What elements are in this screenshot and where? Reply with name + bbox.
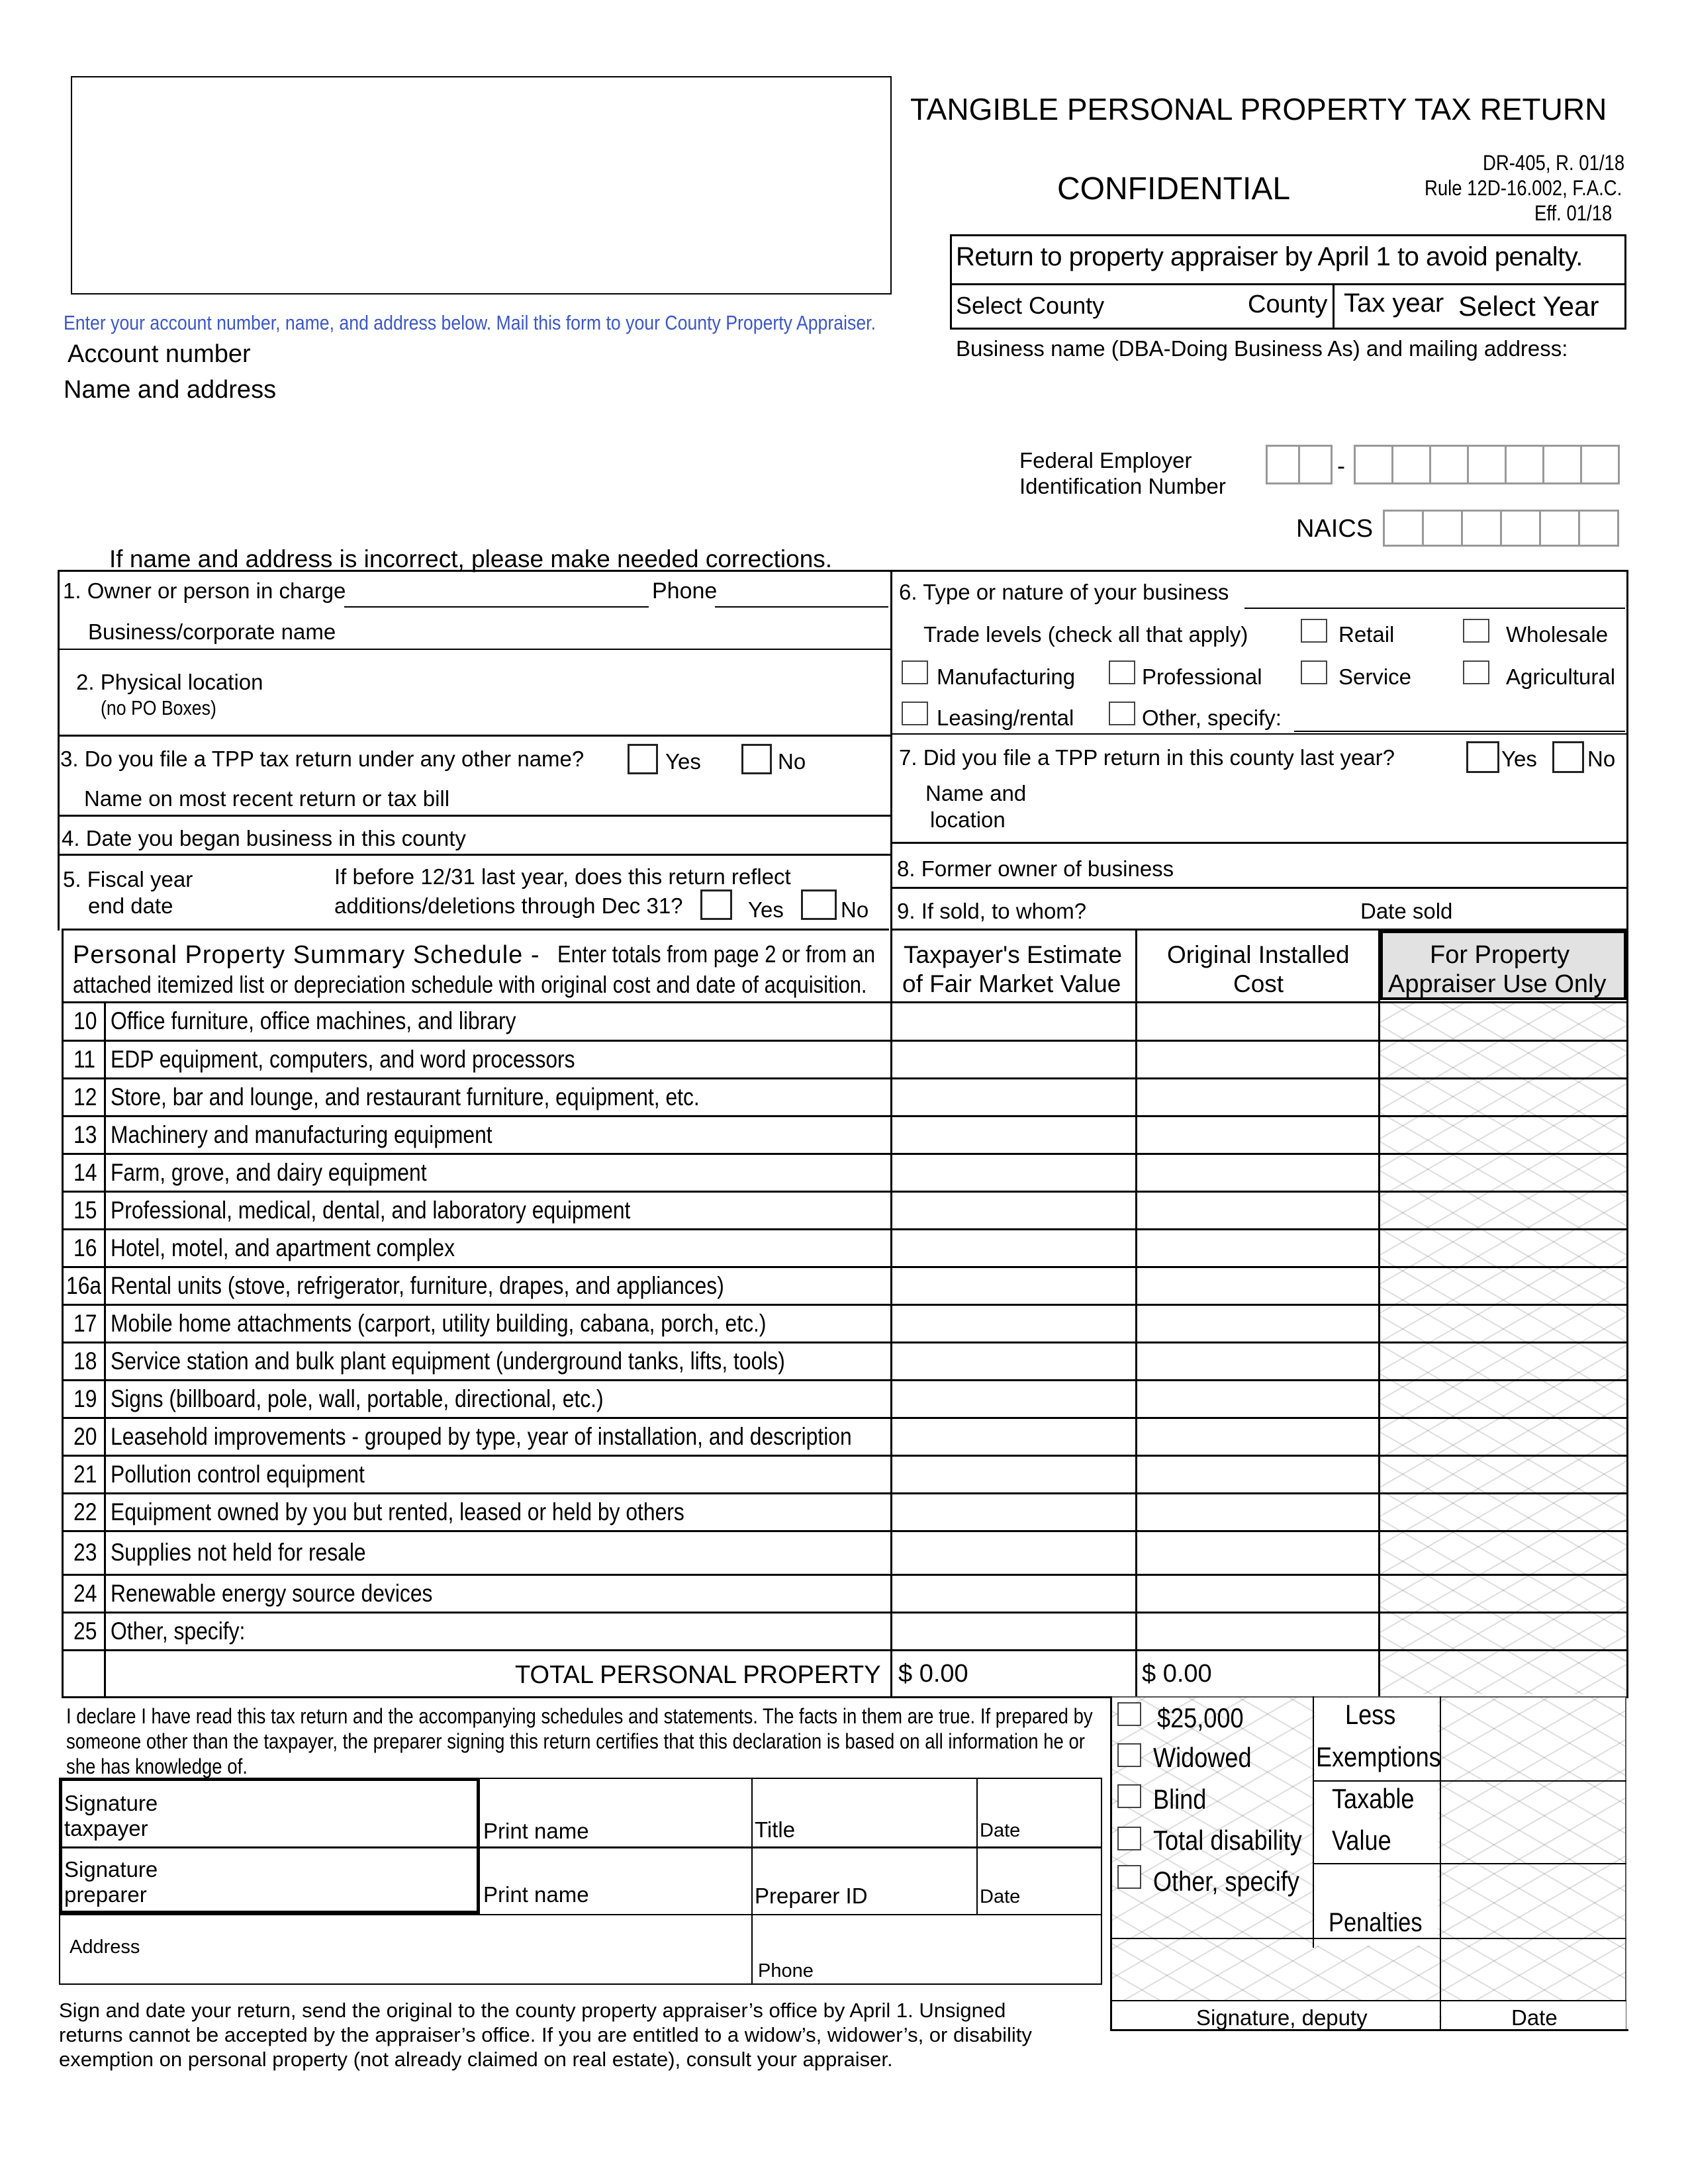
schedule-row-number: 18 (73, 1347, 97, 1375)
q3-no-checkbox[interactable] (741, 744, 772, 774)
effective-date: Eff. 01/18 (1534, 201, 1613, 225)
wholesale-checkbox[interactable] (1463, 619, 1489, 643)
exemption-25000-checkbox[interactable] (1117, 1702, 1141, 1726)
date-label-1: Date (980, 1820, 1021, 1841)
schedule-row-divider (62, 1304, 1628, 1306)
agricultural-checkbox[interactable] (1463, 660, 1489, 684)
schedule-row-divider (62, 1266, 1628, 1268)
title-label: Title (755, 1817, 796, 1842)
schedule-row-cost-input[interactable] (1139, 1614, 1376, 1648)
schedule-row-number: 15 (73, 1197, 97, 1224)
schedule-row-divider (62, 1077, 1628, 1079)
schedule-row-cost-input[interactable] (1139, 1576, 1376, 1610)
schedule-instr-1: Enter totals from page 2 or from an (557, 940, 876, 968)
schedule-row-number: 20 (73, 1423, 97, 1450)
service-checkbox[interactable] (1301, 660, 1327, 684)
appraiser-use-column (1380, 1003, 1626, 1694)
schedule-row-cost-input[interactable] (1139, 1080, 1376, 1114)
q4-date-began: 4. Date you began business in this county (62, 826, 466, 850)
retail-label: Retail (1338, 622, 1395, 647)
tax-year-label: Tax year (1344, 289, 1444, 318)
schedule-row-number: 17 (73, 1310, 97, 1337)
schedule-row-divider (62, 1379, 1628, 1381)
q6-business-type: 6. Type or nature of your business (899, 580, 1229, 604)
schedule-row-cost-input[interactable] (1139, 1306, 1376, 1340)
schedule-row-divider (62, 1001, 1628, 1003)
q3-other-name: 3. Do you file a TPP tax return under any other name? (60, 747, 585, 771)
schedule-row-label: Office furniture, office machines, and library (111, 1007, 516, 1034)
schedule-row-divider (62, 1040, 1628, 1042)
schedule-row-divider (62, 1574, 1628, 1576)
schedule-row-fmv-input[interactable] (894, 1495, 1133, 1529)
q5-no-checkbox[interactable] (801, 889, 837, 920)
col-fmv-header-1: Taxpayer's Estimate (904, 941, 1122, 968)
schedule-row-number: 16a (66, 1272, 102, 1299)
col-cost-header-1: Original Installed (1167, 941, 1350, 968)
schedule-row-divider (62, 1530, 1628, 1532)
schedule-row-number: 22 (73, 1498, 97, 1525)
schedule-row-fmv-input[interactable] (894, 1533, 1133, 1572)
schedule-row-label: Hotel, motel, and apartment complex (111, 1234, 455, 1261)
schedule-row-cost-input[interactable] (1139, 1495, 1376, 1529)
schedule-row-fmv-input[interactable] (894, 1382, 1133, 1416)
sig-preparer-label-1: Signature (64, 1857, 158, 1882)
schedule-row-label: Leasehold improvements - grouped by type, year of installation, and description (111, 1423, 852, 1450)
schedule-row-number: 12 (73, 1083, 97, 1111)
other-type-checkbox[interactable] (1109, 702, 1135, 725)
schedule-row-label: Store, bar and lounge, and restaurant furniture, equipment, etc. (111, 1083, 700, 1111)
wholesale-label: Wholesale (1506, 622, 1609, 647)
sig-taxpayer-label-1: Signature (64, 1791, 158, 1815)
footer-line-3: exemption on personal property (not already claimed on real estate), consult your appraiser. (59, 2048, 893, 2071)
date-label-2: Date (980, 1886, 1021, 1907)
account-number-label: Account number (68, 340, 251, 368)
schedule-row-label: Service station and bulk plant equipment (underground tanks, lifts, tools) (111, 1347, 785, 1375)
physical-location-label: 2. Physical location (76, 670, 263, 694)
declaration-line-2: someone other than the taxpayer, the preparer signing this return certifies that this declaration is based on all information he or (66, 1729, 1085, 1753)
col-cost-header-2: Cost (1233, 970, 1284, 997)
county-select[interactable]: Select County (956, 292, 1105, 319)
professional-checkbox[interactable] (1109, 660, 1135, 684)
q7-yes-checkbox[interactable] (1466, 741, 1499, 773)
q5-fiscal-year: 5. Fiscal year (63, 867, 193, 891)
leasing-checkbox[interactable] (902, 702, 928, 725)
schedule-row-label: Pollution control equipment (111, 1461, 365, 1488)
schedule-row-fmv-input[interactable] (894, 1004, 1133, 1038)
fein-label-1: Federal Employer (1019, 448, 1192, 473)
county-label: County (1248, 291, 1328, 318)
q8-former-owner: 8. Former owner of business (897, 856, 1174, 881)
footer-line-2: returns cannot be accepted by the appraiser’s office. If you are entitled to a widow’s, widower’s, or disability (59, 2023, 1032, 2046)
schedule-row-label: Other, specify: (111, 1617, 246, 1645)
schedule-row-divider (62, 1153, 1628, 1155)
deputy-signature-label: Signature, deputy (1196, 2005, 1368, 2030)
schedule-row-label: Professional, medical, dental, and laboratory equipment (111, 1197, 631, 1224)
schedule-row-divider (62, 1649, 1628, 1651)
year-select[interactable]: Select Year (1458, 291, 1599, 322)
schedule-row-fmv-input[interactable] (894, 1306, 1133, 1340)
trade-levels-label: Trade levels (check all that apply) (923, 622, 1248, 647)
declaration-line-1: I declare I have read this tax return and the accompanying schedules and statements. The facts in them are true. If prepared by (66, 1704, 1093, 1728)
schedule-row-divider (62, 1228, 1628, 1230)
schedule-row-fmv-input[interactable] (894, 1344, 1133, 1378)
schedule-row-number: 19 (73, 1385, 97, 1412)
form-number: DR-405, R. 01/18 (1483, 151, 1625, 175)
schedule-row-cost-input[interactable] (1139, 1457, 1376, 1491)
total-label: TOTAL PERSONAL PROPERTY (515, 1661, 881, 1689)
service-label: Service (1338, 664, 1412, 689)
schedule-row-fmv-input[interactable] (894, 1457, 1133, 1491)
print-name-label-2: Print name (483, 1882, 589, 1907)
no-po-boxes: (no PO Boxes) (101, 696, 216, 719)
schedule-row-cost-input[interactable] (1139, 1156, 1376, 1189)
q7-yes-label: Yes (1501, 747, 1537, 771)
other-type-label: Other, specify: (1142, 705, 1282, 730)
corp-name-label: Business/corporate name (88, 619, 336, 644)
schedule-row-label: Signs (billboard, pole, wall, portable, directional, etc.) (111, 1385, 604, 1412)
manufacturing-label: Manufacturing (937, 664, 1076, 689)
schedule-row-number: 11 (73, 1046, 96, 1073)
total-cost-value[interactable]: $ 0.00 (1142, 1660, 1212, 1688)
schedule-row-divider (62, 1455, 1628, 1457)
schedule-row-label: Mobile home attachments (carport, utility building, cabana, porch, etc.) (111, 1310, 767, 1337)
less-label: Less (1345, 1699, 1396, 1730)
total-disability-checkbox[interactable] (1117, 1827, 1141, 1850)
schedule-row-cost-input[interactable] (1139, 1042, 1376, 1076)
exemptions-label: Exemptions (1316, 1741, 1441, 1772)
value-label: Value (1332, 1825, 1391, 1856)
schedule-row-label: Renewable energy source devices (111, 1580, 433, 1607)
retail-checkbox[interactable] (1301, 619, 1327, 643)
total-fmv-value[interactable]: $ 0.00 (898, 1660, 968, 1688)
phone-label-bottom: Phone (758, 1960, 814, 1981)
other-exemption-label: Other, specify (1153, 1866, 1299, 1897)
q3-yes-label: Yes (665, 749, 701, 774)
declaration-line-3: she has knowledge of. (66, 1754, 248, 1778)
taxable-label: Taxable (1332, 1783, 1415, 1814)
schedule-row-cost-input[interactable] (1139, 1344, 1376, 1378)
schedule-row-cost-input[interactable] (1139, 1193, 1376, 1227)
schedule-row-cost-input[interactable] (1139, 1533, 1376, 1572)
correction-notice: If name and address is incorrect, please make needed corrections. (109, 545, 833, 572)
schedule-row-label: Supplies not held for resale (111, 1539, 366, 1566)
address-label: Address (70, 1936, 140, 1958)
fein-dash: - (1337, 452, 1345, 479)
blind-checkbox[interactable] (1117, 1784, 1141, 1808)
schedule-row-number: 23 (73, 1539, 97, 1566)
schedule-row-divider (62, 1492, 1628, 1494)
q9-sold-to: 9. If sold, to whom? (897, 899, 1087, 923)
other-exemption-checkbox[interactable] (1117, 1865, 1141, 1889)
instructions-text: Enter your account number, name, and address below. Mail this form to your County Property Appraiser. (64, 311, 876, 334)
form-title: TANGIBLE PERSONAL PROPERTY TAX RETURN (910, 92, 1607, 126)
q5-end-date: end date (88, 893, 173, 918)
schedule-title: Personal Property Summary Schedule - (73, 941, 540, 969)
professional-label: Professional (1142, 664, 1262, 689)
schedule-row-number: 14 (73, 1159, 97, 1186)
schedule-row-divider (62, 1115, 1628, 1117)
schedule-row-divider (62, 1191, 1628, 1193)
agricultural-label: Agricultural (1506, 664, 1616, 689)
naics-label: NAICS (1296, 515, 1374, 543)
schedule-row-number: 24 (73, 1580, 97, 1607)
schedule-row-label: Farm, grove, and dairy equipment (111, 1159, 427, 1186)
schedule-row-cost-input[interactable] (1139, 1382, 1376, 1416)
col-appraiser-header-1: For Property (1430, 941, 1570, 969)
schedule-row-label: Machinery and manufacturing equipment (111, 1121, 492, 1148)
q5-no-label: No (841, 897, 869, 922)
preparer-id-label: Preparer ID (755, 1884, 868, 1908)
date-sold-label: Date sold (1360, 899, 1453, 923)
col-appraiser-header-2: Appraiser Use Only (1388, 970, 1607, 998)
schedule-row-fmv-input[interactable] (894, 1042, 1133, 1076)
footer-line-1: Sign and date your return, send the original to the county property appraiser’s office by April 1. Unsigned (59, 1999, 1006, 2022)
print-name-label-1: Print name (483, 1819, 589, 1843)
q7-no-checkbox[interactable] (1552, 741, 1584, 773)
name-address-label: Name and address (64, 376, 277, 404)
schedule-row-label: EDP equipment, computers, and word processors (111, 1046, 575, 1073)
schedule-row-fmv-input[interactable] (894, 1231, 1133, 1265)
q7-name-and-label: Name and (925, 781, 1027, 805)
confidential-label: CONFIDENTIAL (1057, 171, 1291, 206)
address-window-box (71, 76, 892, 295)
penalties-label: Penalties (1329, 1908, 1423, 1937)
phone-label: Phone (652, 578, 718, 604)
q5-yes-checkbox[interactable] (700, 889, 732, 920)
schedule-row-number: 16 (73, 1234, 97, 1261)
leasing-label: Leasing/rental (937, 705, 1074, 730)
owner-label: 1. Owner or person in charge (63, 578, 346, 603)
schedule-row-number: 25 (73, 1617, 97, 1645)
q7-location-label: location (930, 807, 1006, 832)
widowed-checkbox[interactable] (1117, 1743, 1141, 1767)
schedule-row-number: 21 (73, 1461, 97, 1488)
business-name-label: Business name (DBA-Doing Business As) and mailing address: (956, 336, 1568, 361)
q3-no-label: No (778, 749, 806, 774)
schedule-row-fmv-input[interactable] (894, 1269, 1133, 1302)
schedule-row-fmv-input[interactable] (894, 1118, 1133, 1152)
sig-preparer-label-2: preparer (64, 1882, 147, 1907)
schedule-row-cost-input[interactable] (1139, 1269, 1376, 1302)
manufacturing-checkbox[interactable] (902, 660, 928, 684)
schedule-row-number: 13 (73, 1121, 97, 1148)
schedule-row-label: Rental units (stove, refrigerator, furniture, drapes, and appliances) (111, 1272, 724, 1299)
schedule-row-cost-input[interactable] (1139, 1231, 1376, 1265)
schedule-row-label: Equipment owned by you but rented, leased or held by others (111, 1498, 684, 1525)
schedule-row-fmv-input[interactable] (894, 1156, 1133, 1189)
schedule-row-fmv-input[interactable] (894, 1080, 1133, 1114)
schedule-row-divider (62, 1417, 1628, 1419)
schedule-row-cost-input[interactable] (1139, 1118, 1376, 1152)
q5-yes-label: Yes (748, 897, 784, 922)
fein-label-2: Identification Number (1019, 474, 1226, 498)
q7-filed-last-year: 7. Did you file a TPP return in this county last year? (899, 745, 1395, 770)
sig-taxpayer-label-2: taxpayer (64, 1816, 148, 1841)
deputy-date-label: Date (1511, 2005, 1558, 2030)
blind-label: Blind (1153, 1784, 1207, 1815)
schedule-instr-2: attached itemized list or depreciation schedule with original cost and date of acquisition. (73, 971, 867, 998)
q7-no-label: No (1587, 747, 1616, 771)
exemption-amount: $25,000 (1157, 1702, 1244, 1733)
total-disability-label: Total disability (1153, 1825, 1302, 1856)
return-notice: Return to property appraiser by April 1 to avoid penalty. (956, 242, 1583, 271)
widowed-label: Widowed (1153, 1742, 1252, 1773)
q3-yes-checkbox[interactable] (628, 744, 658, 774)
schedule-row-fmv-input[interactable] (894, 1193, 1133, 1227)
schedule-row-divider (62, 1612, 1628, 1614)
schedule-row-fmv-input[interactable] (894, 1576, 1133, 1610)
schedule-row-number: 10 (73, 1007, 97, 1034)
schedule-row-divider (62, 1342, 1628, 1343)
recent-name-label: Name on most recent return or tax bill (84, 786, 450, 811)
q5-reflect-question: If before 12/31 last year, does this return reflect (334, 864, 791, 889)
rule-citation: Rule 12D-16.002, F.A.C. (1425, 176, 1622, 200)
schedule-row-cost-input[interactable] (1139, 1420, 1376, 1453)
schedule-row-cost-input[interactable] (1139, 1004, 1376, 1038)
schedule-row-fmv-input[interactable] (894, 1420, 1133, 1453)
schedule-row-fmv-input[interactable] (894, 1614, 1133, 1648)
q5-additions-question: additions/deletions through Dec 31? (334, 893, 683, 918)
col-fmv-header-2: of Fair Market Value (902, 970, 1121, 997)
